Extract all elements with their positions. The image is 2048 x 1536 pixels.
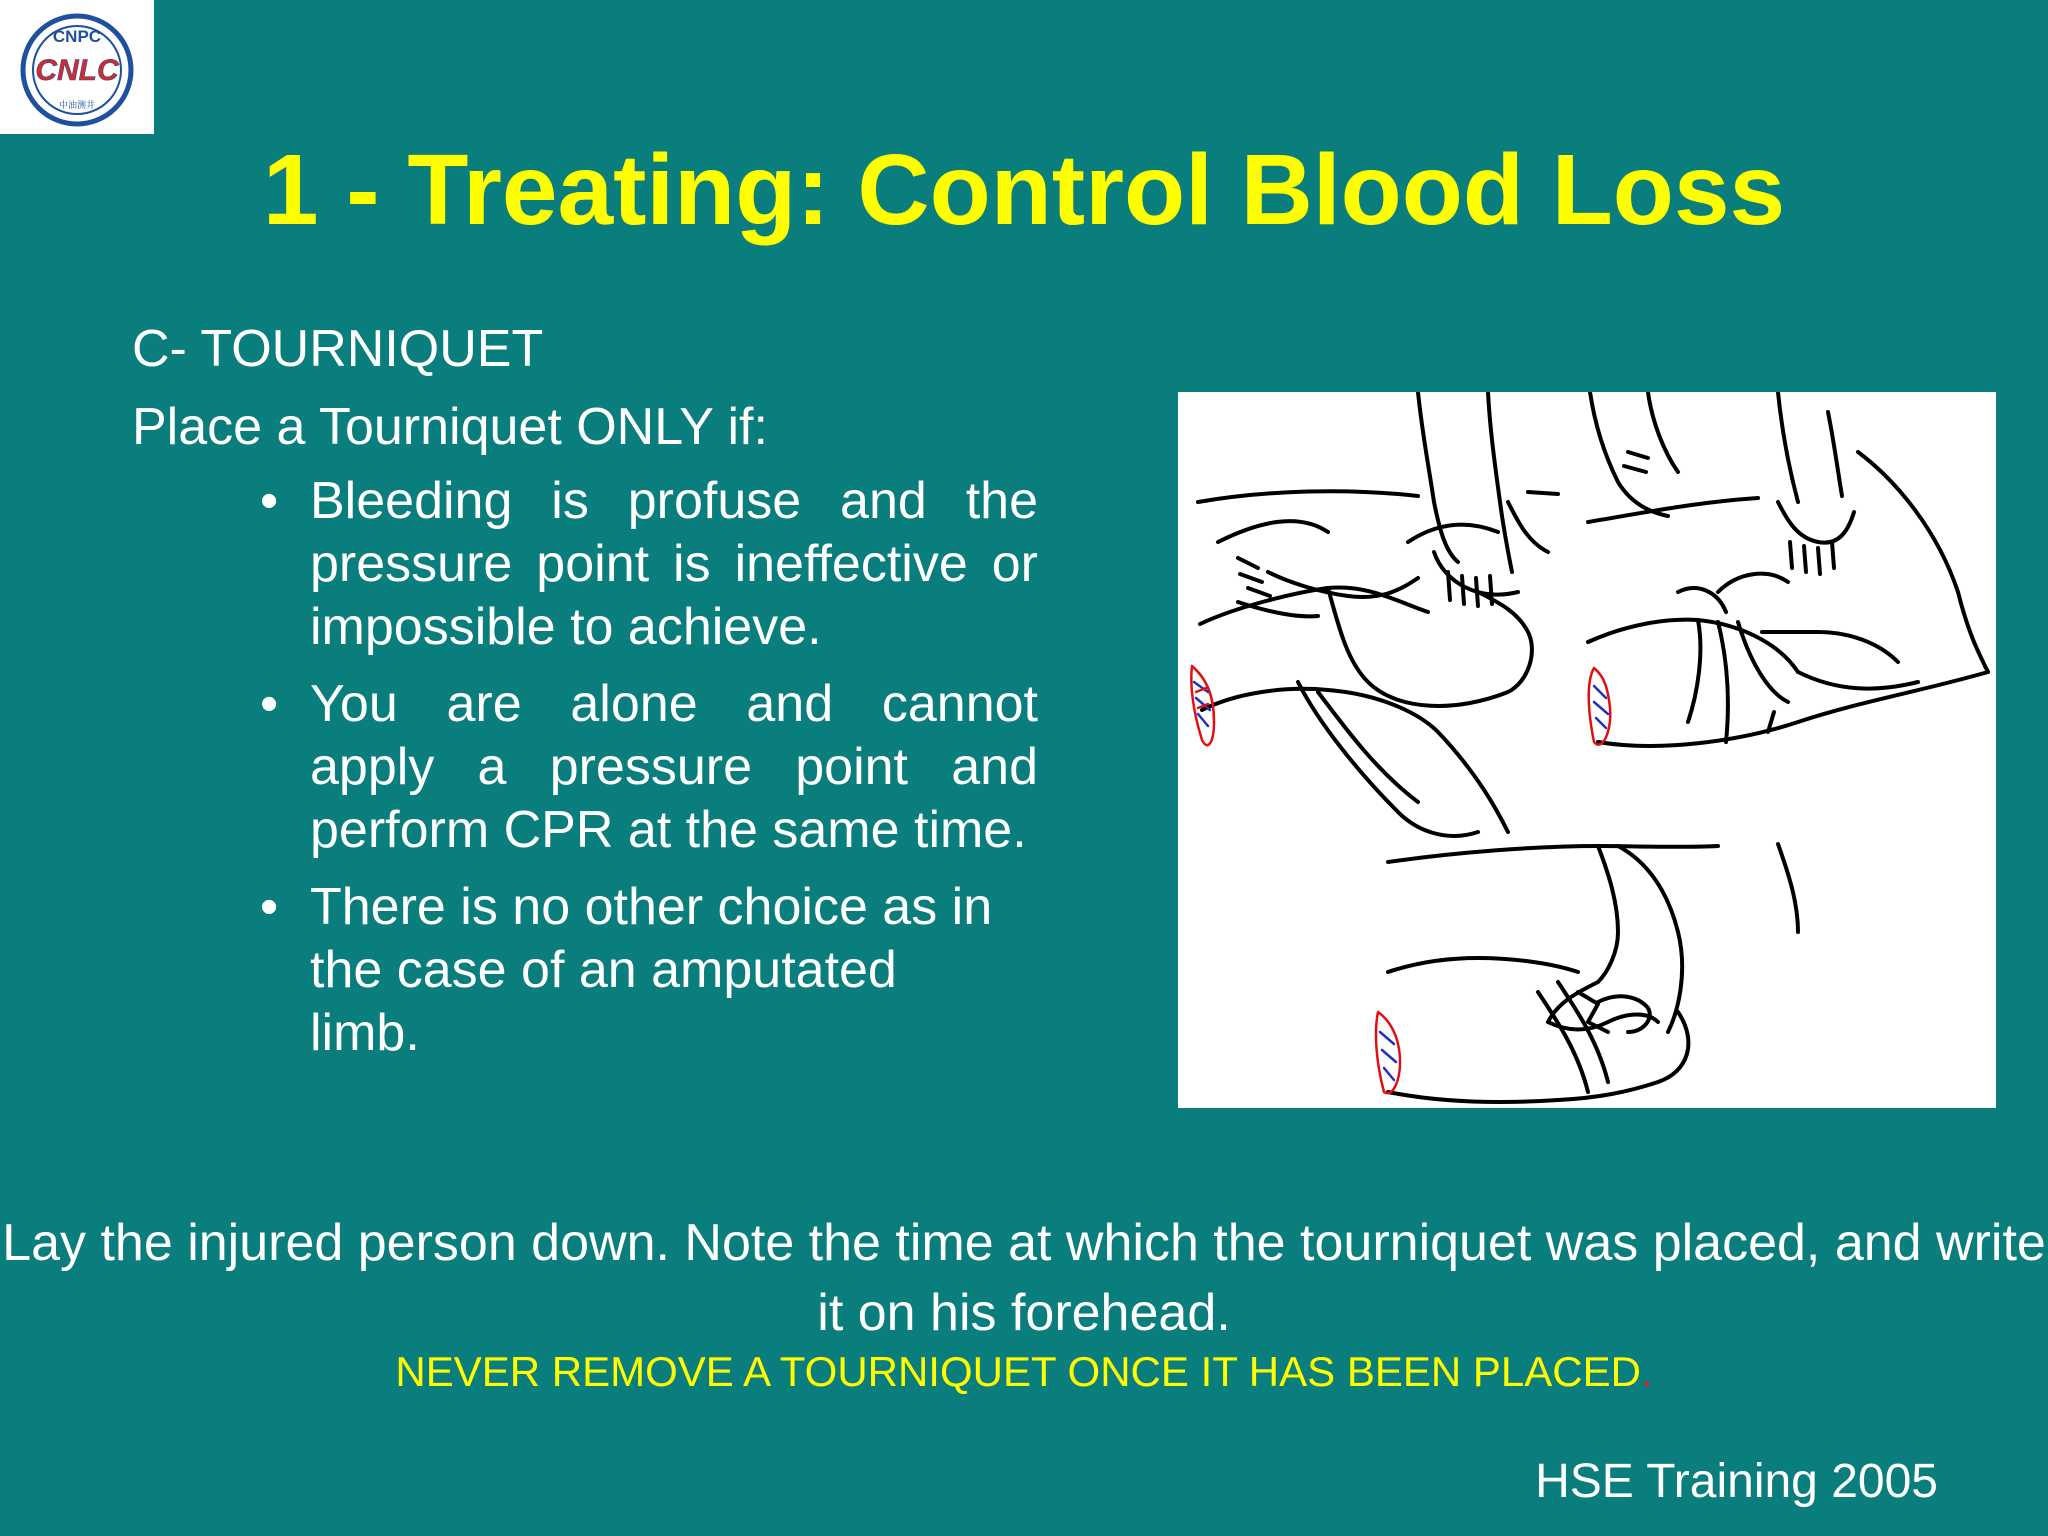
logo-mark-text: CNLC — [35, 54, 119, 87]
wound-marks — [1191, 666, 1610, 1093]
panel-tighten-tourniquet — [1588, 392, 1988, 746]
intro-text: Place a Tourniquet ONLY if: — [132, 398, 768, 456]
footer-credit: HSE Training 2005 — [1535, 1455, 1938, 1508]
cnpc-logo — [0, 0, 154, 134]
bullet-text: There is no other choice as in the case of an amputated limb. — [310, 878, 993, 1062]
section-label: C- TOURNIQUET — [132, 320, 544, 378]
bullet-marker: • — [260, 878, 279, 936]
warning-text — [0, 1346, 2048, 1398]
logo-bottom-text: 中油测井 — [58, 101, 96, 111]
bullet-text: You are alone and cannot apply a pressure point and perform CPR at the same time. — [310, 675, 1038, 859]
tourniquet-illustration — [1178, 392, 1996, 1108]
tourniquet-illustration-icon — [1178, 392, 1996, 1108]
bullet-marker: • — [260, 472, 279, 530]
list-item — [260, 673, 1038, 862]
slide-content — [132, 316, 1052, 1079]
panel-tied-tourniquet — [1388, 844, 1798, 1102]
bullet-text: Bleeding is profuse and the pressure point is ineffective or impossible to achieve. — [310, 472, 1038, 656]
bullet-marker: • — [260, 675, 279, 733]
criteria-list — [132, 470, 1052, 1065]
list-item — [260, 876, 1020, 1065]
instruction-note: Lay the injured person down. Note the time at which the tourniquet was placed, and write it on his forehead. — [2, 1214, 2046, 1342]
panel-apply-tourniquet — [1198, 392, 1558, 836]
logo-top-text: CNPC — [52, 27, 102, 46]
cnpc-logo-icon — [0, 0, 154, 134]
warning-message: NEVER REMOVE A TOURNIQUET ONCE IT HAS BEEN PLACED — [395, 1348, 1641, 1395]
slide-title: 1 - Treating: Control Blood Loss — [262, 134, 1786, 246]
list-item — [260, 470, 1038, 659]
warning-period: . — [1640, 1348, 1653, 1395]
